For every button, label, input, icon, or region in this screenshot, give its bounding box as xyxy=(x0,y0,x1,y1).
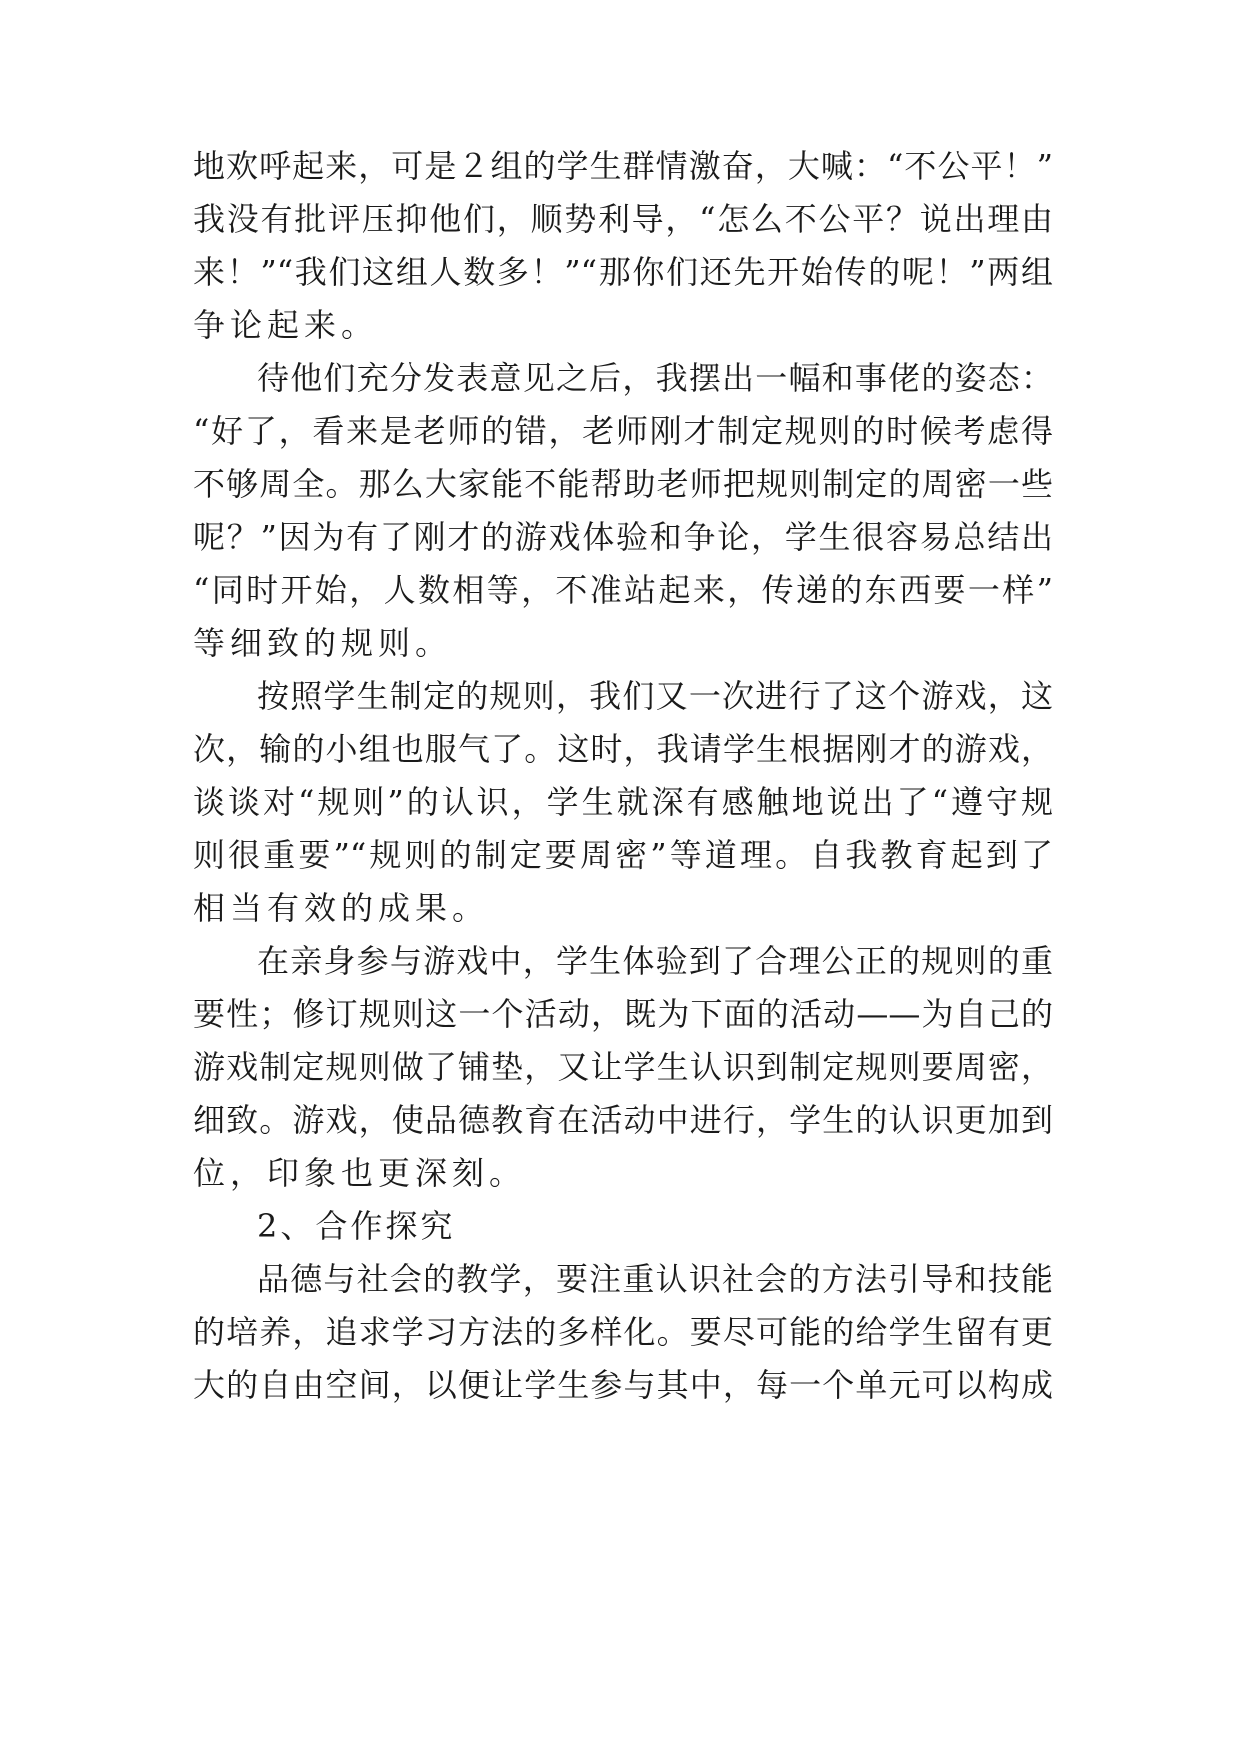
paragraph-first-line: 在亲身参与游戏中，学生体验到了合理公正的规则的重 xyxy=(257,942,1053,980)
text-line: 我没有批评压抑他们，顺势利导，“怎么不公平？说出理由 xyxy=(193,200,1053,238)
text-line: 争论起来。 xyxy=(193,306,379,344)
text-line: 则很重要”“规则的制定要周密”等道理。自我教育起到了 xyxy=(193,836,1053,874)
text-line: 次，输的小组也服气了。这时，我请学生根据刚才的游戏， xyxy=(193,730,1053,768)
text-line: 相当有效的成果。 xyxy=(193,889,490,927)
text-line: 来！”“我们这组人数多！”“那你们还先开始传的呢！”两组 xyxy=(193,253,1053,291)
text-line: “同时开始，人数相等，不准站起来，传递的东西要一样” xyxy=(193,571,1053,609)
text-line: 的培养，追求学习方法的多样化。要尽可能的给学生留有更 xyxy=(193,1313,1053,1351)
text-line: 等细致的规则。 xyxy=(193,624,453,662)
text-line: 游戏制定规则做了铺垫，又让学生认识到制定规则要周密， xyxy=(193,1048,1053,1086)
text-line: 不够周全。那么大家能不能帮助老师把规则制定的周密一些 xyxy=(193,465,1053,503)
text-line: “好了，看来是老师的错，老师刚才制定规则的时候考虑得 xyxy=(193,412,1053,450)
paragraph-first-line: 品德与社会的教学，要注重认识社会的方法引导和技能 xyxy=(257,1260,1053,1298)
text-line: 谈谈对“规则”的认识，学生就深有感触地说出了“遵守规 xyxy=(193,783,1053,821)
text-line: 位，印象也更深刻。 xyxy=(193,1154,527,1192)
paragraph-first-line: 待他们充分发表意见之后，我摆出一幅和事佬的姿态： xyxy=(257,359,1053,397)
paragraph-first-line: 按照学生制定的规则，我们又一次进行了这个游戏，这 xyxy=(257,677,1053,715)
text-line: 要性；修订规则这一个活动，既为下面的活动——为自己的 xyxy=(193,995,1053,1033)
text-line: 呢？”因为有了刚才的游戏体验和争论，学生很容易总结出 xyxy=(193,518,1053,556)
text-line: 细致。游戏，使品德教育在活动中进行，学生的认识更加到 xyxy=(193,1101,1053,1139)
section-heading: 2、合作探究 xyxy=(257,1207,456,1245)
text-line: 大的自由空间，以便让学生参与其中，每一个单元可以构成 xyxy=(193,1366,1053,1404)
text-line: 地欢呼起来，可是２组的学生群情激奋，大喊：“不公平！” xyxy=(193,147,1053,185)
